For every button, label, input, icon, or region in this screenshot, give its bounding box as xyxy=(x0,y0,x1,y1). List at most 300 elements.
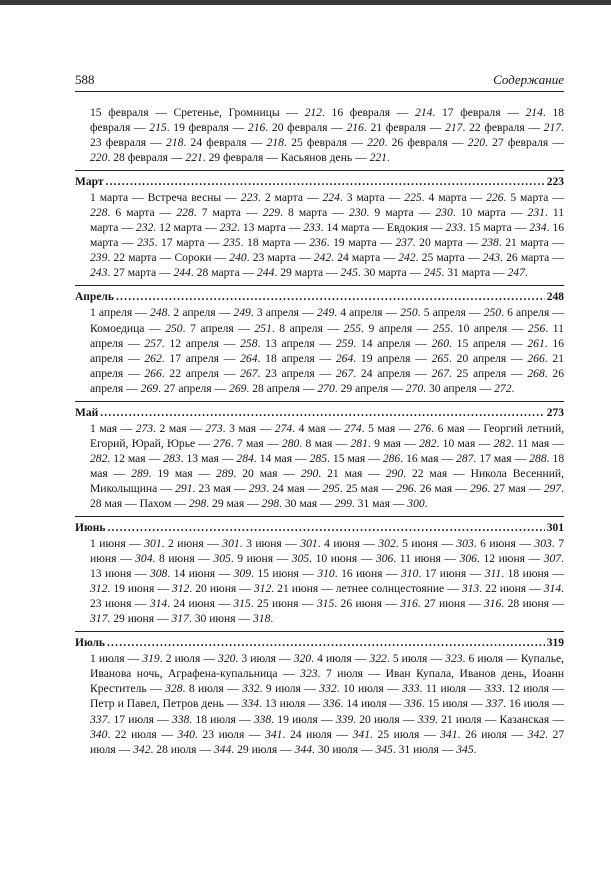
toc-entry[interactable]: 18 апреля — 264. xyxy=(265,351,357,365)
toc-entry[interactable]: 5 мая — 276. xyxy=(368,421,435,435)
entry-date: 6 мая xyxy=(437,421,465,435)
toc-entry[interactable]: 25 мая — 296. xyxy=(345,481,417,495)
toc-entry[interactable]: 27 июня — 316. xyxy=(424,597,505,611)
entry-page: 276 xyxy=(413,421,432,435)
toc-entry[interactable]: 11 июня — 306. xyxy=(399,552,480,566)
toc-entry[interactable]: 15 апреля — 261. xyxy=(456,336,548,350)
toc-entry[interactable]: 28 февраля — 221. xyxy=(113,151,206,165)
toc-entry[interactable]: 13 мая — 284. xyxy=(186,451,257,465)
entry-page: 265 xyxy=(431,351,449,365)
toc-entry[interactable]: 17 февраля — 214. xyxy=(442,106,546,119)
toc-entry[interactable]: 17 марта — 235. xyxy=(160,236,244,250)
dot-leader xyxy=(107,521,544,536)
entry-date: 20 апреля xyxy=(456,351,507,365)
entry-date: 24 июля xyxy=(289,727,332,741)
entry-page: 267 xyxy=(431,366,449,380)
toc-entry[interactable]: 25 февраля — 220. xyxy=(291,136,388,150)
toc-entry[interactable]: 24 апреля — 267. xyxy=(360,366,452,380)
entry-page: 248 xyxy=(150,306,168,320)
toc-entry[interactable]: 13 июля — 336. xyxy=(265,697,344,711)
entry-date: 26 июля xyxy=(465,727,507,741)
toc-entry[interactable]: 10 мая — 282. xyxy=(442,436,514,450)
entry-date: 29 июня xyxy=(113,612,155,626)
month-heading[interactable] xyxy=(75,406,564,421)
entry-date: 27 мая xyxy=(493,481,526,495)
toc-entry[interactable]: 1 мая — 273. xyxy=(90,421,156,435)
toc-entry[interactable]: 5 июня — 303. xyxy=(402,537,477,551)
toc-entry[interactable]: 7 апреля — 251. xyxy=(190,321,275,335)
toc-entry[interactable]: 20 мая — 290. xyxy=(242,466,322,480)
entry-date: 7 марта xyxy=(201,206,241,220)
toc-entry[interactable]: 3 апреля — 249. xyxy=(256,306,338,320)
entry-date: 25 февраля xyxy=(291,136,348,150)
toc-entry[interactable]: 13 марта — 233. xyxy=(242,221,324,235)
toc-entry[interactable]: 31 мая — 300. xyxy=(357,496,428,510)
toc-entry[interactable]: 9 апреля — 255. xyxy=(368,321,454,335)
toc-entry[interactable]: 26 мая — 296. xyxy=(419,481,491,495)
entry-page: 308 xyxy=(149,567,168,581)
toc-entry[interactable]: 12 мая — 283. xyxy=(113,451,184,465)
entry-date: 11 мая xyxy=(517,436,550,450)
toc-entry[interactable]: 6 июня — 303. xyxy=(480,537,555,551)
toc-entry[interactable]: 19 июля — 339. xyxy=(277,712,357,726)
entry-date: 8 мая xyxy=(305,436,333,450)
entry-date: 5 июля xyxy=(392,652,428,666)
toc-entry[interactable]: 22 июня — 314. xyxy=(485,582,565,596)
toc-entry[interactable]: 7 марта — 229. xyxy=(201,206,283,220)
entry-date: 6 марта xyxy=(115,206,155,220)
entry-date: 14 июля xyxy=(346,697,387,711)
toc-entry[interactable]: 17 мая — 288. xyxy=(479,451,550,465)
entry-page: 315 xyxy=(316,597,335,611)
entry-date: 8 марта xyxy=(288,206,328,220)
entry-page: 230 xyxy=(349,206,367,220)
toc-entry[interactable]: 19 мая — 289. xyxy=(157,466,237,480)
entry-date: 1 июня xyxy=(90,537,126,551)
entry-page: 312 xyxy=(171,582,190,596)
toc-entry[interactable]: 15 июня — 310. xyxy=(257,567,338,581)
entry-page: 306 xyxy=(375,552,394,566)
toc-entry[interactable]: 4 июня — 302. xyxy=(324,537,399,551)
entry-date: 31 мая xyxy=(357,496,390,510)
toc-entry[interactable]: 6 мая — Георгий летний, Егорий, Юрай, Юрье — 276. xyxy=(90,421,565,450)
entry-date: 23 апреля xyxy=(265,366,315,380)
entry-date: 6 июля xyxy=(468,652,504,666)
toc-entry[interactable]: 28 июня — 317. xyxy=(90,597,564,626)
toc-entry[interactable]: 27 мая — 297. xyxy=(493,481,564,495)
toc-entry[interactable]: 18 июня — 312. xyxy=(90,567,565,596)
toc-entry[interactable]: 19 марта — 237. xyxy=(333,236,416,250)
entry-page: 301 xyxy=(222,537,240,551)
toc-entry[interactable]: 2 апреля — 249. xyxy=(173,306,254,320)
entry-date: 24 июня xyxy=(173,597,215,611)
entry-page: 301 xyxy=(144,537,162,551)
entry-date: 18 июля xyxy=(195,712,236,726)
entry-page: 235 xyxy=(223,236,241,250)
entry-page: 280 xyxy=(281,436,300,450)
entry-date: 10 марта xyxy=(460,206,506,220)
entry-date: 20 июня xyxy=(195,582,237,596)
toc-entry[interactable]: 24 февраля — 218. xyxy=(190,136,287,150)
toc-entry[interactable]: 30 мая — 299. xyxy=(284,496,355,510)
toc-entry[interactable]: 26 июня — 316. xyxy=(340,597,421,611)
toc-entry[interactable]: 21 июня — летнее солнцестояние — 313. xyxy=(277,582,483,596)
toc-entry[interactable]: 11 апреля — 257. xyxy=(90,321,564,350)
dot-leader xyxy=(100,406,545,421)
toc-entry[interactable]: 23 июля — 341. xyxy=(202,727,286,741)
entry-date: 18 апреля xyxy=(265,351,315,365)
toc-entry[interactable]: 3 марта — 225. xyxy=(346,191,425,205)
toc-entry[interactable]: 27 июля — 342. xyxy=(90,727,565,756)
toc-entry[interactable]: 15 февраля — Сретенье, Громницы — 212. xyxy=(90,106,325,119)
toc-entry[interactable]: 23 июня — 314. xyxy=(90,597,171,611)
toc-entry[interactable]: 11 марта — 232. xyxy=(90,206,565,235)
entry-name: Купалье, Иванова ночь, Аграфена-купальница xyxy=(90,652,565,681)
entry-page: 228 xyxy=(90,206,108,220)
toc-entry[interactable]: 16 июля — 337. xyxy=(90,697,564,726)
toc-entry[interactable]: 27 февраля — 220. xyxy=(90,136,564,165)
entry-name: Казанская xyxy=(499,712,550,726)
toc-entry[interactable]: 28 марта — 244. xyxy=(196,266,278,280)
entry-date: 11 июня xyxy=(399,552,441,566)
entry-date: 23 марта xyxy=(252,251,296,265)
toc-entry[interactable]: 3 мая — 274. xyxy=(229,421,296,435)
toc-entry[interactable]: 13 апреля — 259. xyxy=(265,336,357,350)
toc-entry[interactable]: 29 марта — 245. xyxy=(280,266,361,280)
entry-name: Встреча весны xyxy=(147,191,222,205)
toc-entry[interactable]: 23 апреля — 267. xyxy=(265,366,357,380)
toc-entry[interactable]: 23 марта — 242. xyxy=(252,251,335,265)
toc-entry[interactable]: 11 мая — 282. xyxy=(90,436,565,465)
table-of-contents xyxy=(75,92,564,762)
toc-entry[interactable]: 14 марта — Евдокия — 233. xyxy=(326,221,466,235)
entry-date: 31 марта xyxy=(447,266,491,280)
toc-entry[interactable]: 18 мая — 289. xyxy=(90,451,565,480)
entry-date: 26 июня xyxy=(340,597,382,611)
toc-entry[interactable]: 21 мая — 290. xyxy=(327,466,407,480)
entry-date: 8 июля xyxy=(188,682,224,696)
toc-entry[interactable]: 7 июня — 304. xyxy=(90,537,564,566)
entry-page: 290 xyxy=(385,466,404,480)
toc-entry[interactable]: 4 мая — 274. xyxy=(298,421,365,435)
toc-entry[interactable]: 15 марта — 234. xyxy=(468,221,550,235)
toc-entry[interactable]: 2 мая — 273. xyxy=(159,421,226,435)
toc-entry[interactable]: 4 апреля — 250. xyxy=(340,306,421,320)
toc-entry[interactable]: 28 июля — 344. xyxy=(156,742,235,756)
toc-entry[interactable]: 17 июля — 338. xyxy=(113,712,193,726)
entry-name: летнее солнцестояние xyxy=(335,582,445,596)
toc-entry[interactable]: 20 апреля — 266. xyxy=(456,351,548,365)
toc-entry[interactable]: 16 февраля — 214. xyxy=(331,106,436,119)
toc-entry[interactable]: 22 февраля — 217. xyxy=(469,121,564,135)
toc-entry[interactable]: 27 марта — 244. xyxy=(113,266,194,280)
toc-entry[interactable]: 8 марта — 230. xyxy=(288,206,370,220)
toc-entry[interactable]: 14 апреля — 260. xyxy=(360,336,452,350)
entry-page: 340 xyxy=(177,727,195,741)
month-heading[interactable] xyxy=(75,290,564,305)
toc-entry[interactable]: 31 июля — 345. xyxy=(398,742,477,756)
toc-entry[interactable]: 28 мая — Пахом — 298. xyxy=(90,496,210,510)
entry-page: 220 xyxy=(90,151,108,165)
toc-entry[interactable]: 17 апреля — 264. xyxy=(169,351,261,365)
toc-entry[interactable]: 3 июня — 301. xyxy=(246,537,321,551)
toc-entry[interactable]: 24 мая — 295. xyxy=(272,481,343,495)
toc-entry[interactable]: 4 марта — 226. xyxy=(428,191,507,205)
entry-date: 24 февраля xyxy=(190,136,247,150)
toc-entry[interactable]: 9 июня — 305. xyxy=(237,552,313,566)
entry-page: 262 xyxy=(144,351,162,365)
month-heading[interactable] xyxy=(75,636,564,651)
toc-entry[interactable]: 3 июля — 320. xyxy=(241,652,315,666)
toc-entry[interactable]: 13 июня — 308. xyxy=(90,567,171,581)
entry-date: 22 июня xyxy=(485,582,527,596)
toc-entry[interactable]: 18 февраля — 215. xyxy=(90,106,565,135)
toc-entry[interactable]: 20 марта — 238. xyxy=(419,236,502,250)
toc-entry[interactable]: 18 июля — 338. xyxy=(195,712,275,726)
toc-entry[interactable]: 29 июля — 344. xyxy=(237,742,315,756)
toc-entry[interactable]: 22 апреля — 267. xyxy=(169,366,261,380)
entry-date: 31 июля xyxy=(398,742,439,756)
toc-entry[interactable]: 26 июля — 342. xyxy=(465,727,548,741)
entry-name: Пахом xyxy=(139,496,172,510)
entry-date: 9 марта xyxy=(374,206,414,220)
toc-entry[interactable]: 1 июля — 319. xyxy=(90,652,163,666)
month-name: Март xyxy=(75,176,104,189)
entry-page: 239 xyxy=(90,251,108,265)
toc-entry[interactable]: 6 апреля — Комоедица — 250. xyxy=(90,306,564,335)
toc-entry[interactable]: 10 апреля — 256. xyxy=(457,321,549,335)
toc-entry[interactable]: 16 апреля — 262. xyxy=(90,336,564,365)
entry-date: 14 мая xyxy=(259,451,293,465)
toc-entry[interactable]: 14 июня — 309. xyxy=(173,567,254,581)
entry-date: 3 июля xyxy=(241,652,276,666)
entry-page: 224 xyxy=(322,191,340,205)
toc-entry[interactable]: 8 апреля — 255. xyxy=(279,321,364,335)
entry-page: 267 xyxy=(335,366,354,380)
entry-page: 221 xyxy=(185,151,203,165)
toc-entry[interactable]: 16 июня — 310. xyxy=(341,567,422,581)
toc-entry[interactable]: 20 июня — 312. xyxy=(195,582,275,596)
toc-entry[interactable]: 10 июня — 306. xyxy=(315,552,397,566)
entry-page: 282 xyxy=(493,436,511,450)
toc-entry[interactable]: 30 июля — 345. xyxy=(317,742,396,756)
entry-date: 12 июня xyxy=(483,552,525,566)
toc-entry[interactable]: 10 марта — 231. xyxy=(460,206,548,220)
toc-entry[interactable]: 1 марта — Встреча весны — 223. xyxy=(90,191,261,205)
toc-entry[interactable]: 23 февраля — 218. xyxy=(90,136,187,150)
entry-page: 249 xyxy=(316,306,335,320)
entry-date: 12 апреля xyxy=(169,336,220,350)
toc-entry[interactable]: 8 мая — 281. xyxy=(305,436,371,450)
toc-entry[interactable]: 21 июля — Казанская — 340. xyxy=(90,712,565,741)
entry-date: 23 февраля xyxy=(90,136,147,150)
toc-entry[interactable]: 25 июля — 341. xyxy=(377,727,461,741)
toc-entry[interactable]: 9 марта — 230. xyxy=(374,206,456,220)
entry-page: 305 xyxy=(291,552,310,566)
toc-entry[interactable]: 22 июля — 340. xyxy=(114,727,198,741)
toc-entry[interactable]: 24 июля — 341. xyxy=(289,727,373,741)
toc-entry[interactable]: 12 апреля — 258. xyxy=(169,336,261,350)
toc-entry[interactable]: 26 марта — 243. xyxy=(90,251,564,280)
entry-date: 21 июня xyxy=(277,582,319,596)
entry-page: 283 xyxy=(163,451,181,465)
toc-entry[interactable]: 4 июля — 322. xyxy=(317,652,390,666)
toc-entry[interactable]: 18 марта — 236. xyxy=(247,236,330,250)
toc-entry[interactable]: 22 марта — Сороки — 240. xyxy=(113,251,250,265)
toc-entry[interactable]: 26 февраля — 220. xyxy=(391,136,488,150)
toc-entry[interactable]: 5 июля — 323. xyxy=(392,652,466,666)
toc-entry[interactable]: 29 февраля — Касьянов день — 221. xyxy=(208,151,390,165)
entry-page: 344 xyxy=(213,742,232,756)
entry-page: 221 xyxy=(369,151,387,165)
toc-entry[interactable]: 15 мая — 286. xyxy=(332,451,404,465)
entry-date: 4 марта xyxy=(428,191,467,205)
entry-date: 5 апреля xyxy=(423,306,466,320)
toc-entry[interactable]: 12 июня — 307. xyxy=(483,552,564,566)
entry-page: 244 xyxy=(173,266,191,280)
entry-page: 216 xyxy=(346,121,364,135)
toc-entry[interactable]: 17 июня — 311. xyxy=(424,567,505,581)
toc-entry[interactable]: 30 апреля — 272. xyxy=(428,381,515,395)
entry-page: 293 xyxy=(248,481,267,495)
toc-entry[interactable]: 23 мая — 293. xyxy=(198,481,270,495)
entry-date: 13 мая xyxy=(186,451,219,465)
entry-date: 27 июня xyxy=(424,597,466,611)
running-head xyxy=(75,72,564,92)
entry-date: 2 июля xyxy=(165,652,201,666)
toc-entry[interactable]: 20 июля — 339. xyxy=(359,712,438,726)
entry-date: 12 мая xyxy=(113,451,146,465)
entry-page: 214 xyxy=(525,106,543,119)
toc-entry[interactable]: 25 апреля — 268. xyxy=(456,366,548,380)
toc-entry[interactable]: 8 июля — 332. xyxy=(188,682,263,696)
entry-page: 341 xyxy=(265,727,283,741)
toc-entry[interactable]: 30 июня — 318. xyxy=(194,612,274,626)
toc-entry[interactable]: 27 апреля — 269. xyxy=(163,381,250,395)
entry-page: 258 xyxy=(240,336,258,350)
entry-page: 232 xyxy=(219,221,237,235)
toc-entry[interactable]: 21 апреля — 266. xyxy=(90,351,564,380)
entry-page: 289 xyxy=(131,466,149,480)
entry-page: 333 xyxy=(402,682,420,696)
dot-leader xyxy=(107,636,545,651)
entry-date: 17 июля xyxy=(113,712,154,726)
entry-page: 273 xyxy=(135,421,154,435)
entry-page: 310 xyxy=(317,567,335,581)
entry-date: 19 июня xyxy=(113,582,155,596)
toc-entry[interactable]: 15 июля — 337. xyxy=(427,697,506,711)
toc-entry[interactable]: 14 июля — 336. xyxy=(346,697,425,711)
toc-entry[interactable]: 16 марта — 235. xyxy=(90,221,565,250)
entry-date: 15 марта xyxy=(468,221,512,235)
toc-entry[interactable]: 2 июля — 320. xyxy=(165,652,239,666)
entry-page: 259 xyxy=(335,336,354,350)
toc-entry[interactable]: 2 марта — 224. xyxy=(264,191,343,205)
toc-entry[interactable]: 25 июня — 315. xyxy=(257,597,338,611)
toc-entry[interactable]: 20 февраля — 216. xyxy=(271,121,367,135)
entry-date: 20 февраля xyxy=(271,121,328,135)
toc-entry[interactable]: 12 марта — 232. xyxy=(159,221,240,235)
toc-entry[interactable]: 5 апреля — 250. xyxy=(423,306,504,320)
entry-page: 228 xyxy=(176,206,194,220)
month-heading[interactable] xyxy=(75,521,564,536)
toc-entry[interactable]: 19 февраля — 216. xyxy=(173,121,269,135)
toc-entry[interactable]: 29 мая — 298. xyxy=(212,496,282,510)
entry-page: 317 xyxy=(90,612,108,626)
entry-date: 30 июня xyxy=(194,612,236,626)
entry-page: 310 xyxy=(401,567,419,581)
entry-page: 215 xyxy=(149,121,167,135)
toc-entry[interactable]: 9 мая — 282. xyxy=(374,436,440,450)
toc-entry[interactable]: 25 марта — 243. xyxy=(421,251,503,265)
toc-entry[interactable]: 2 июня — 301. xyxy=(168,537,243,551)
entry-date: 3 мая xyxy=(229,421,257,435)
entry-date: 30 мая xyxy=(284,496,318,510)
entry-date: 29 февраля xyxy=(208,151,264,165)
toc-section xyxy=(75,171,564,286)
entry-page: 340 xyxy=(90,727,108,741)
month-heading[interactable] xyxy=(75,175,564,190)
toc-entry[interactable]: 7 мая — 280. xyxy=(236,436,303,450)
entry-page: 234 xyxy=(529,221,547,235)
entry-page: 289 xyxy=(216,466,234,480)
toc-entry[interactable]: 21 февраля — 217. xyxy=(370,121,466,135)
toc-entry[interactable]: 22 мая — Никола Весенний, Миколыщина — 291. xyxy=(90,466,565,495)
entry-date: 27 июля xyxy=(90,727,565,756)
toc-entry[interactable]: 26 апреля — 269. xyxy=(90,366,564,395)
entry-date: 9 мая xyxy=(374,436,401,450)
toc-entry[interactable]: 24 марта — 242. xyxy=(337,251,419,265)
toc-entry[interactable]: 31 марта — 247. xyxy=(447,266,528,280)
entry-page: 255 xyxy=(343,321,362,335)
toc-entry[interactable]: 1 апреля — 248. xyxy=(90,306,171,320)
toc-entry[interactable]: 8 июня — 305. xyxy=(158,552,234,566)
entry-date: 13 июня xyxy=(90,567,132,581)
toc-entry[interactable]: 19 апреля — 265. xyxy=(360,351,452,365)
toc-entry[interactable]: 6 июля — Купалье, Иванова ночь, Аграфена-купальница — 323. xyxy=(90,652,565,681)
toc-entry[interactable]: 9 июля — 332. xyxy=(265,682,340,696)
toc-entry[interactable]: 10 июля — 333. xyxy=(342,682,423,696)
entry-page: 320 xyxy=(218,652,236,666)
entry-date: 18 февраля xyxy=(90,106,565,135)
toc-entry[interactable]: 29 июня — 317. xyxy=(113,612,192,626)
toc-entry[interactable]: 5 марта — 228. xyxy=(90,191,564,220)
toc-entry[interactable]: 14 мая — 285. xyxy=(259,451,330,465)
entry-date: 5 марта xyxy=(510,191,549,205)
entry-page: 323 xyxy=(300,667,318,681)
entry-date: 12 июля xyxy=(508,682,550,696)
toc-entry[interactable]: 30 марта — 245. xyxy=(363,266,445,280)
toc-entry[interactable]: 28 апреля — 270. xyxy=(252,381,338,395)
toc-section xyxy=(75,286,564,401)
toc-entry[interactable]: 19 июня — 312. xyxy=(113,582,193,596)
toc-entry[interactable]: 21 марта — 239. xyxy=(90,236,564,265)
entry-page: 256 xyxy=(527,321,546,335)
toc-entry[interactable]: 1 июня — 301. xyxy=(90,537,165,551)
page-number: 588 xyxy=(75,72,95,87)
toc-entry[interactable]: 6 марта — 228. xyxy=(115,206,197,220)
toc-entry[interactable]: 12 июля — Петр и Павел, Петров день — 334. xyxy=(90,682,565,711)
entry-page: 332 xyxy=(319,682,337,696)
toc-entry[interactable]: 29 апреля — 270. xyxy=(340,381,427,395)
toc-entry[interactable]: 16 мая — 287. xyxy=(406,451,477,465)
toc-entry[interactable]: 24 июня — 315. xyxy=(173,597,254,611)
toc-entry[interactable]: 11 июля — 333. xyxy=(425,682,505,696)
toc-entry[interactable]: 7 июля — Иван Купала, Иванов день, Иоанн Креститель — 328. xyxy=(90,667,565,696)
entry-page: 235 xyxy=(137,236,155,250)
entry-date: 27 февраля xyxy=(492,136,549,150)
entry-page: 274 xyxy=(274,421,293,435)
